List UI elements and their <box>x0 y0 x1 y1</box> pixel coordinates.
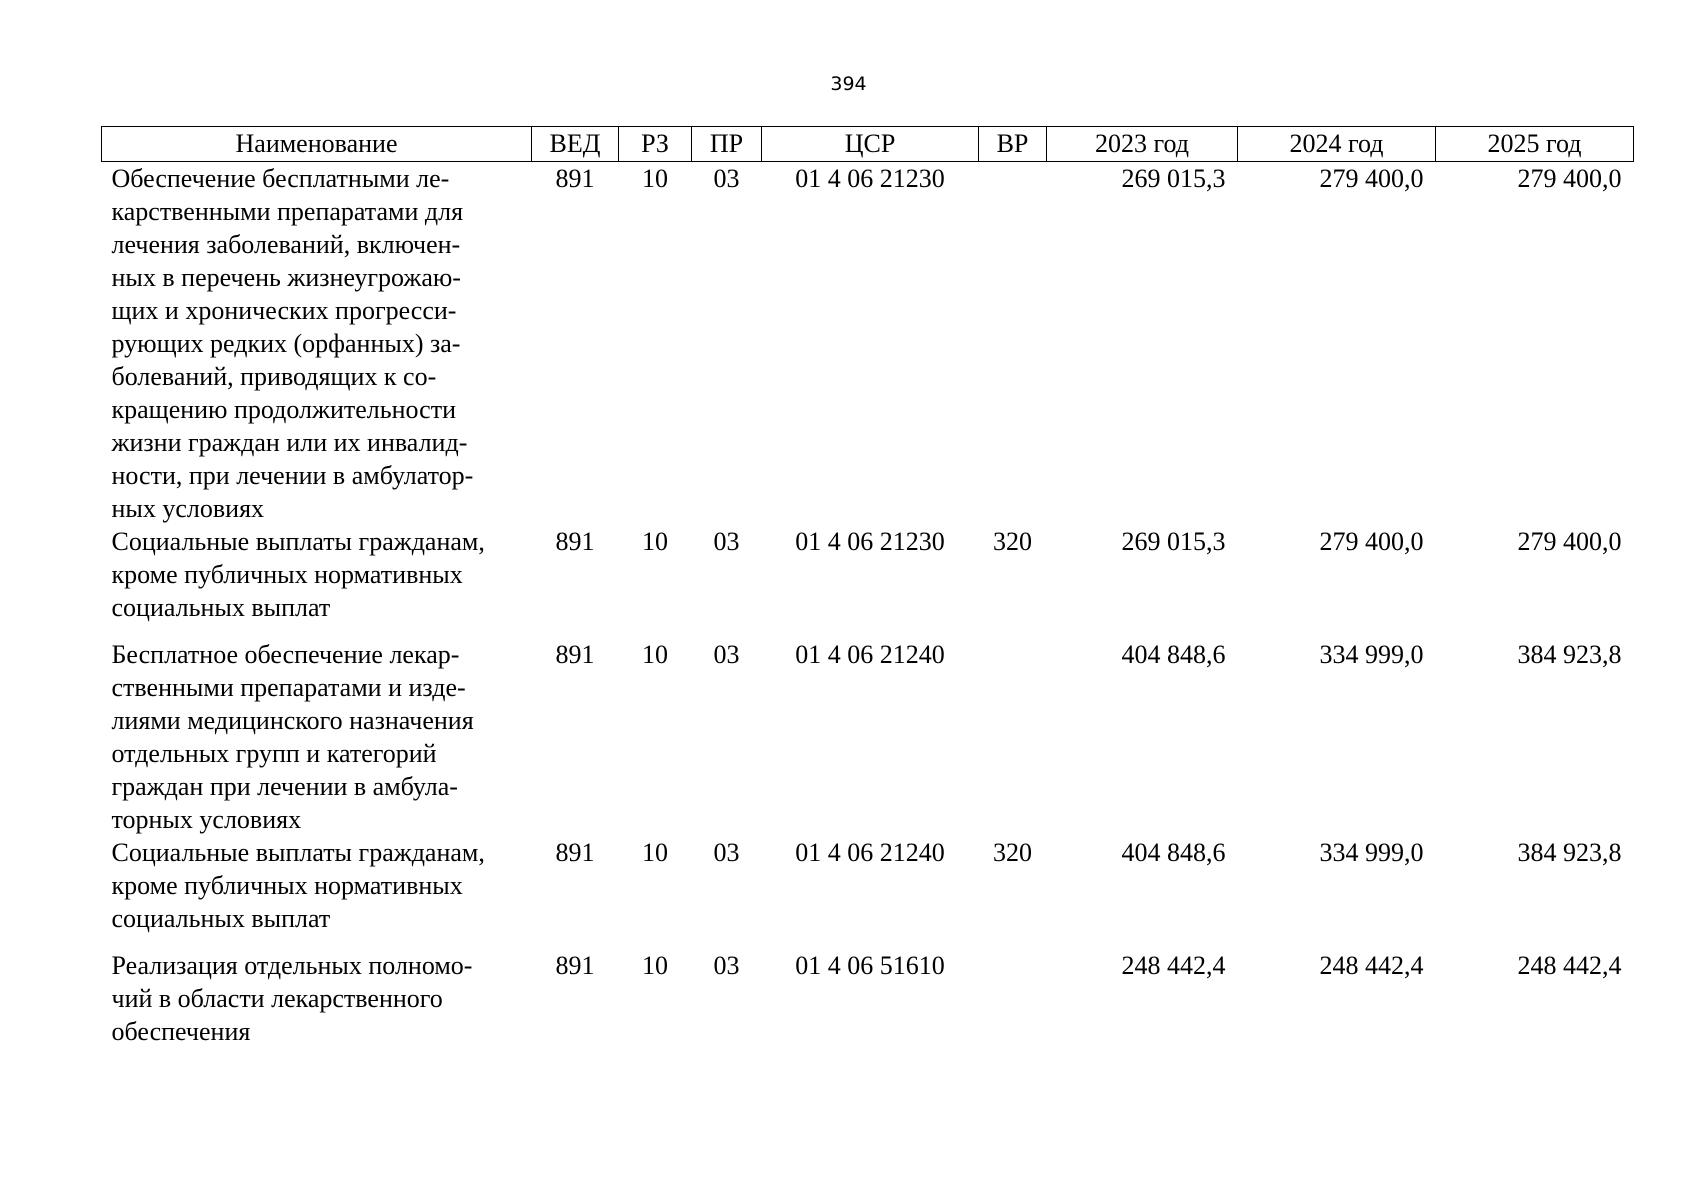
header-vr: ВР <box>979 127 1047 162</box>
row-name: Бесплатное обеспечение лекар- ственными препаратами и изде- лиями медицинского назначения отдельных групп и категорий граждан при лечении в амбула- торных условиях <box>111 640 474 834</box>
row-vr <box>979 949 1047 1048</box>
table-row <box>102 525 1634 638</box>
row-2025: 279 400,0 <box>1517 527 1622 556</box>
row-csr: 01 4 06 21240 <box>795 838 945 867</box>
row-vr: 320 <box>993 527 1032 556</box>
row-2024: 279 400,0 <box>1319 164 1424 193</box>
row-csr: 01 4 06 21230 <box>795 164 945 193</box>
row-2024: 334 999,0 <box>1319 640 1424 669</box>
row-name: Социальные выплаты гражданам, кроме публичных нормативных социальных выплат <box>111 527 485 622</box>
row-2025: 384 923,8 <box>1517 640 1622 669</box>
row-csr: 01 4 06 51610 <box>795 951 945 980</box>
row-ved: 891 <box>555 527 595 556</box>
row-ved: 891 <box>555 951 595 980</box>
budget-table <box>101 126 1634 1048</box>
row-2024: 334 999,0 <box>1319 838 1424 867</box>
row-csr: 01 4 06 21240 <box>795 640 945 669</box>
row-vr <box>979 162 1047 526</box>
row-name: Реализация отдельных полномо- чий в области лекарственного обеспечения <box>111 951 473 1046</box>
row-2023: 248 442,4 <box>1121 951 1226 980</box>
table-row <box>102 949 1634 1048</box>
row-2023: 269 015,3 <box>1121 164 1226 193</box>
header-2025: 2025 год <box>1436 127 1634 162</box>
row-2024: 279 400,0 <box>1319 527 1424 556</box>
header-row <box>102 127 1634 162</box>
header-csr: ЦСР <box>762 127 979 162</box>
row-vr: 320 <box>993 838 1032 867</box>
row-rz: 10 <box>642 838 668 867</box>
row-rz: 10 <box>642 951 668 980</box>
row-2025: 248 442,4 <box>1517 951 1622 980</box>
row-name: Социальные выплаты гражданам, кроме публичных нормативных социальных выплат <box>111 838 485 933</box>
row-2025: 384 923,8 <box>1517 838 1622 867</box>
header-ved: ВЕД <box>532 127 619 162</box>
row-2025: 279 400,0 <box>1517 164 1622 193</box>
row-ved: 891 <box>555 164 595 193</box>
row-2024: 248 442,4 <box>1319 951 1424 980</box>
row-2023: 269 015,3 <box>1121 527 1226 556</box>
row-2023: 404 848,6 <box>1121 838 1226 867</box>
row-rz: 10 <box>642 527 668 556</box>
header-name: Наименование <box>102 127 532 162</box>
header-2024: 2024 год <box>1238 127 1436 162</box>
row-pr: 03 <box>713 951 740 980</box>
row-rz: 10 <box>642 164 668 193</box>
row-pr: 03 <box>713 527 740 556</box>
row-csr: 01 4 06 21230 <box>795 527 945 556</box>
row-name: Обеспечение бесплатными ле- карственными препаратами для лечения заболеваний, включен- ных в перечень жизнеугрожаю- щих и хронических прогресси- рующих редких (орфанных) за- болеваний, приводящих к со- кращению продолжительности жизни граждан или их инвалид- ности, при лечении в амбулатор- ных условиях <box>111 164 474 523</box>
row-ved: 891 <box>555 640 595 669</box>
row-2023: 404 848,6 <box>1121 640 1226 669</box>
header-pr: ПР <box>692 127 762 162</box>
row-pr: 03 <box>713 164 740 193</box>
row-rz: 10 <box>642 640 668 669</box>
table-row <box>102 638 1634 836</box>
page-number: 394 <box>830 73 867 95</box>
header-rz: РЗ <box>619 127 692 162</box>
table-row <box>102 162 1634 526</box>
table-row <box>102 836 1634 949</box>
row-pr: 03 <box>713 838 740 867</box>
header-2023: 2023 год <box>1047 127 1238 162</box>
row-ved: 891 <box>555 838 595 867</box>
row-pr: 03 <box>713 640 740 669</box>
row-vr <box>979 638 1047 836</box>
